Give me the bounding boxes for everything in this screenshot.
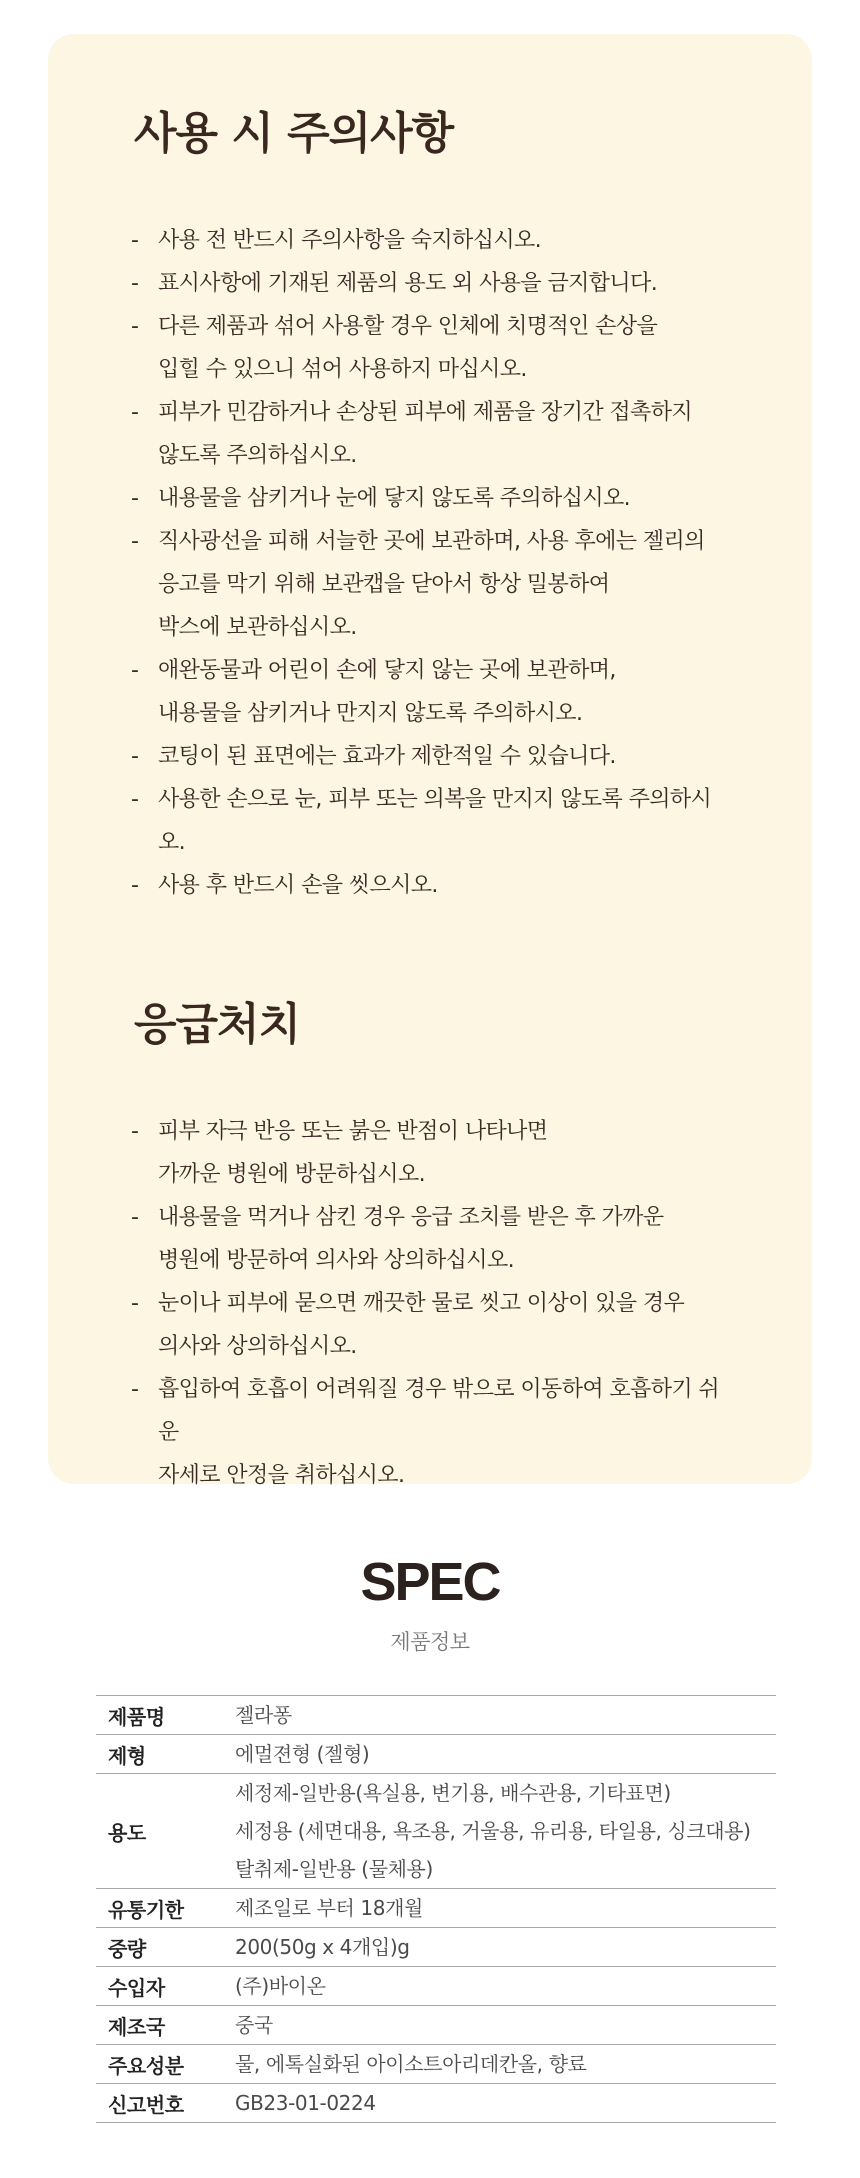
first-aid-title: 응급처치 xyxy=(134,998,301,1050)
list-item-text: 병원에 방문하여 의사와 상의하십시오. xyxy=(158,1247,515,1273)
spec-key: 제형 xyxy=(108,1743,146,1768)
spec-key: 수입자 xyxy=(108,1975,165,2000)
list-item-text: 내용물을 먹거나 삼킨 경우 응급 조치를 받은 후 가까운 xyxy=(158,1204,664,1230)
spec-value-line: 탈취제-일반용 (물체용) xyxy=(235,1857,433,1881)
spec-row xyxy=(96,2084,776,2123)
dash-bullet: - xyxy=(131,270,139,296)
list-item-text: 내용물을 삼키거나 눈에 닿지 않도록 주의하십시오. xyxy=(158,485,631,511)
dash-bullet: - xyxy=(131,743,139,769)
list-item-text: 사용 전 반드시 주의사항을 숙지하십시오. xyxy=(158,227,542,253)
list-item xyxy=(131,864,736,907)
dash-bullet: - xyxy=(131,399,139,425)
dash-bullet: - xyxy=(131,528,139,554)
spec-value xyxy=(235,2045,776,2084)
dash-bullet: - xyxy=(131,1118,139,1144)
list-item-text: 박스에 보관하십시오. xyxy=(158,614,357,640)
list-item-text: 가까운 병원에 방문하십시오. xyxy=(158,1161,426,1187)
dash-bullet: - xyxy=(131,485,139,511)
spec-row xyxy=(96,2045,776,2084)
spec-value xyxy=(235,1967,776,2006)
spec-value-line: 제조일로 부터 18개월 xyxy=(235,1896,423,1920)
info-card xyxy=(48,34,812,1488)
spec-key: 제품명 xyxy=(108,1704,165,1729)
spec-value-line: 젤라퐁 xyxy=(235,1703,292,1727)
spec-value-line: 중국 xyxy=(235,2013,273,2037)
dash-bullet: - xyxy=(131,1290,139,1316)
list-item-text: 내용물을 삼키거나 만지지 않도록 주의하시오. xyxy=(158,700,583,726)
spec-value-line: (주)바이온 xyxy=(235,1974,326,1998)
spec-value-line: 200(50g x 4개입)g xyxy=(235,1935,410,1959)
spec-row xyxy=(96,2006,776,2045)
spec-value-line: 에멀젼형 (젤형) xyxy=(235,1742,370,1766)
dash-bullet: - xyxy=(131,657,139,683)
list-item-text: 않도록 주의하십시오. xyxy=(158,442,357,468)
list-item-text: 눈이나 피부에 묻으면 깨끗한 물로 씻고 이상이 있을 경우 xyxy=(158,1290,685,1316)
spec-value xyxy=(235,1774,776,1889)
spec-key: 중량 xyxy=(108,1936,146,1961)
list-item-text: 직사광선을 피해 서늘한 곳에 보관하며, 사용 후에는 젤리의 xyxy=(158,528,705,554)
spec-key: 주요성분 xyxy=(108,2053,184,2078)
precautions-title: 사용 시 주의사항 xyxy=(134,108,454,159)
spec-key: 신고번호 xyxy=(108,2092,184,2117)
list-item xyxy=(131,477,736,520)
spec-value xyxy=(235,1889,776,1928)
spec-title: SPEC xyxy=(360,1552,500,1612)
spec-row xyxy=(96,1696,776,1735)
list-item xyxy=(131,735,736,778)
list-item-text: 피부 자극 반응 또는 붉은 반점이 나타나면 xyxy=(158,1118,548,1144)
list-item-text: 피부가 민감하거나 손상된 피부에 제품을 장기간 접촉하지 xyxy=(158,399,693,425)
spec-key: 제조국 xyxy=(108,2014,165,2039)
dash-bullet: - xyxy=(131,227,139,253)
list-item-text: 흡입하여 호흡이 어려워질 경우 밖으로 이동하여 호흡하기 쉬운 xyxy=(158,1376,720,1445)
spec-value xyxy=(235,2006,776,2045)
list-item xyxy=(131,305,736,391)
precautions-list xyxy=(131,219,736,907)
spec-value-line: 물, 에톡실화된 아이소트아리데칸올, 향료 xyxy=(235,2052,587,2076)
list-item-text: 코팅이 된 표면에는 효과가 제한적일 수 있습니다. xyxy=(158,743,616,769)
list-item xyxy=(131,262,736,305)
list-item xyxy=(131,1368,736,1497)
spec-row xyxy=(96,1735,776,1774)
dash-bullet: - xyxy=(131,872,139,898)
spec-value xyxy=(235,1696,776,1735)
list-item-text: 의사와 상의하십시오. xyxy=(158,1333,357,1359)
spec-value xyxy=(235,2084,776,2123)
list-item xyxy=(131,778,736,864)
list-item xyxy=(131,520,736,649)
spec-key: 용도 xyxy=(108,1820,146,1845)
list-item-text: 사용한 손으로 눈, 피부 또는 의복을 만지지 않도록 주의하시오. xyxy=(158,786,712,855)
list-item-text: 입힐 수 있으니 섞어 사용하지 마십시오. xyxy=(158,356,527,382)
dash-bullet: - xyxy=(131,1376,139,1402)
spec-value-line: GB23-01-0224 xyxy=(235,2091,376,2115)
dash-bullet: - xyxy=(131,313,139,339)
dash-bullet: - xyxy=(131,786,139,812)
spec-row xyxy=(96,1774,776,1889)
list-item-text: 사용 후 반드시 손을 씻으시오. xyxy=(158,872,438,898)
dash-bullet: - xyxy=(131,1204,139,1230)
list-item-text: 자세로 안정을 취하십시오. xyxy=(158,1462,405,1488)
spec-value-line: 세정제-일반용(욕실용, 변기용, 배수관용, 기타표면) xyxy=(235,1781,671,1805)
list-item xyxy=(131,391,736,477)
spec-subtitle: 제품정보 xyxy=(390,1630,470,1654)
list-item xyxy=(131,1282,736,1368)
spec-key: 유통기한 xyxy=(108,1897,184,1922)
spec-table xyxy=(96,1695,776,2123)
first-aid-list xyxy=(131,1110,736,1497)
list-item xyxy=(131,1110,736,1196)
list-item xyxy=(131,649,736,735)
spec-row xyxy=(96,1889,776,1928)
spec-value-line: 세정용 (세면대용, 욕조용, 거울용, 유리용, 타일용, 싱크대용) xyxy=(235,1819,751,1843)
spec-value xyxy=(235,1735,776,1774)
list-item-text: 애완동물과 어린이 손에 닿지 않는 곳에 보관하며, xyxy=(158,657,616,683)
spec-value xyxy=(235,1928,776,1967)
spec-row xyxy=(96,1967,776,2006)
list-item xyxy=(131,1196,736,1282)
list-item-text: 표시사항에 기재된 제품의 용도 외 사용을 금지합니다. xyxy=(158,270,658,296)
list-item-text: 응고를 막기 위해 보관캡을 닫아서 항상 밀봉하여 xyxy=(158,571,610,597)
list-item-text: 다른 제품과 섞어 사용할 경우 인체에 치명적인 손상을 xyxy=(158,313,658,339)
spec-header xyxy=(0,1552,860,1656)
spec-row xyxy=(96,1928,776,1967)
list-item xyxy=(131,219,736,262)
